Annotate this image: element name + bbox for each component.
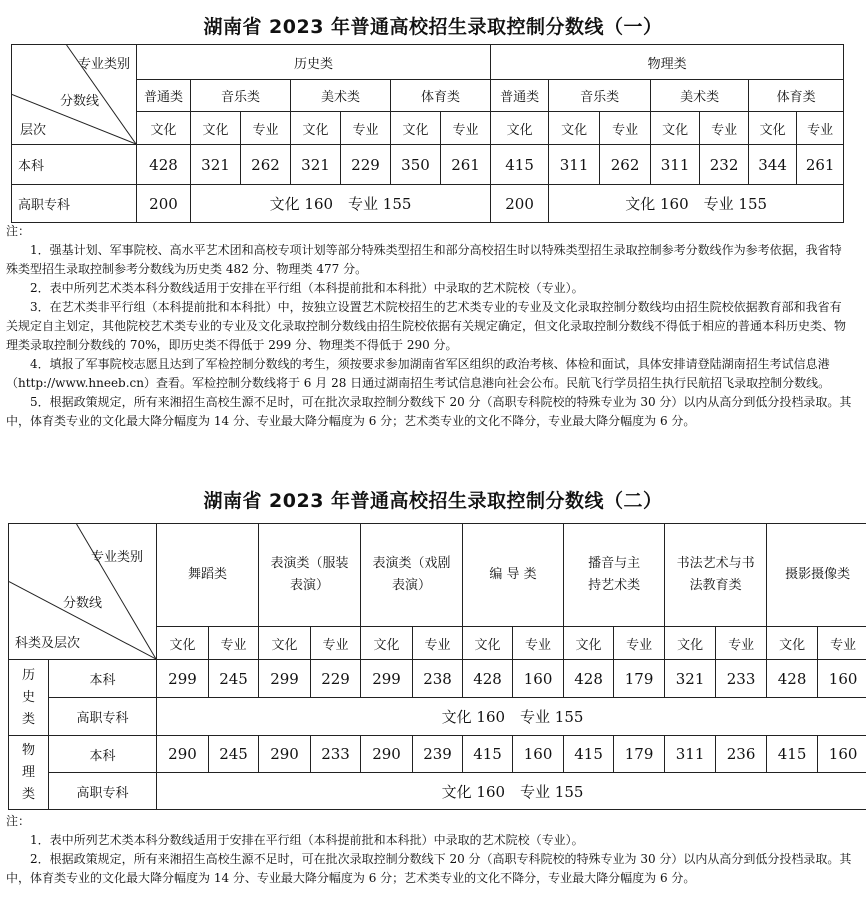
sub-header: 文化 <box>191 112 241 145</box>
cat-photography: 摄影摄像类 <box>767 524 866 627</box>
score-cell: 261 <box>797 145 844 185</box>
sub-header: 专业 <box>513 627 564 660</box>
score-cell: 238 <box>413 660 463 698</box>
cat-general-history: 普通类 <box>137 80 191 112</box>
score-cell: 245 <box>209 660 259 698</box>
table-row <box>9 660 866 698</box>
score-cell: 428 <box>463 660 513 698</box>
sub-header: 文化 <box>259 627 311 660</box>
score-cell: 415 <box>463 736 513 773</box>
merged-score-cell: 文化 160 专业 155 <box>157 773 866 810</box>
table2-corner-header <box>9 524 157 660</box>
row-label-vocational: 高职专科 <box>49 773 157 810</box>
score-cell: 262 <box>241 145 291 185</box>
sub-header: 专业 <box>797 112 844 145</box>
cat-calligraphy: 书法艺术与书 法教育类 <box>665 524 767 627</box>
corner-score-label: 分数线 <box>60 94 100 109</box>
score-cell: 290 <box>361 736 413 773</box>
score-cell: 344 <box>749 145 797 185</box>
cat-art-physics: 美术类 <box>651 80 749 112</box>
score-cell: 179 <box>614 736 665 773</box>
sub-header: 专业 <box>600 112 651 145</box>
table-row <box>9 736 866 773</box>
sub-header: 文化 <box>651 112 700 145</box>
cat-music-physics: 音乐类 <box>549 80 651 112</box>
score-cell: 160 <box>818 660 866 698</box>
score-cell: 290 <box>259 736 311 773</box>
sub-header: 专业 <box>818 627 866 660</box>
note-item: 3．在艺术类非平行组（本科提前批和本科批）中，按独立设置艺术院校招生的艺术类专业的专业及文化录取控制分数线均由招生院校依据教育部和我省有关规定自主划定，其他院校艺术类专业的专业及文化录取控制分数线由招生院校依据有关规定确定，但文化录取控制分数线不得低于相应的普通本科历史类、物理类录取控制分数线的 70%，即历史类不得低于 299 分、物理类不得低于 290 分。 <box>6 300 847 352</box>
group-physics-header: 物理类 <box>491 45 844 80</box>
row-label-undergrad: 本科 <box>49 660 157 698</box>
merged-score-cell: 文化 160 专业 155 <box>191 185 491 223</box>
cat-art-history: 美术类 <box>291 80 391 112</box>
score-cell: 236 <box>716 736 767 773</box>
sub-header: 文化 <box>463 627 513 660</box>
row-label-undergrad: 本科 <box>12 145 137 185</box>
score-cell: 299 <box>361 660 413 698</box>
table1-notes <box>6 222 852 431</box>
note-item: 4．填报了军事院校志愿且达到了军检控制分数线的考生，须按要求参加湖南省军区组织的政治考核、体检和面试，具体安排请登陆湖南招生考试信息港（http://www.hneeb.cn）查看。军检控制分数线将于 6 月 28 日通过湖南招生考试信息港向社会公布。民航飞行学员招生执行民航招飞录取控制分数线。 <box>6 357 831 390</box>
sub-header: 专业 <box>716 627 767 660</box>
score-table-2 <box>8 523 866 810</box>
table-row <box>12 185 844 223</box>
score-cell: 261 <box>441 145 491 185</box>
score-cell: 245 <box>209 736 259 773</box>
cat-dance: 舞蹈类 <box>157 524 259 627</box>
score-cell: 415 <box>767 736 818 773</box>
score-cell: 428 <box>564 660 614 698</box>
table1-corner-header <box>12 45 137 145</box>
sub-header: 专业 <box>614 627 665 660</box>
score-cell: 321 <box>291 145 341 185</box>
corner-level-label: 科类及层次 <box>15 636 81 651</box>
score-cell: 160 <box>818 736 866 773</box>
sub-header: 文化 <box>137 112 191 145</box>
sub-header: 文化 <box>361 627 413 660</box>
score-cell: 229 <box>311 660 361 698</box>
score-cell: 321 <box>191 145 241 185</box>
score-table-1 <box>11 44 844 223</box>
sub-header: 专业 <box>441 112 491 145</box>
table-row <box>9 773 866 810</box>
score-cell: 160 <box>513 736 564 773</box>
sub-header: 文化 <box>491 112 549 145</box>
score-cell: 233 <box>716 660 767 698</box>
corner-category-label: 专业类别 <box>78 57 131 72</box>
score-cell: 415 <box>491 145 549 185</box>
notes-heading: 注： <box>6 224 31 238</box>
cat-sports-physics: 体育类 <box>749 80 844 112</box>
sub-header: 文化 <box>767 627 818 660</box>
sub-header: 专业 <box>700 112 749 145</box>
sub-header: 专业 <box>311 627 361 660</box>
sub-header: 文化 <box>157 627 209 660</box>
note-item: 5．根据政策规定，所有来湘招生高校生源不足时，可在批次录取控制分数线下 20 分（高职专科院校的特殊专业为 30 分）以内从高分到低分投档录取。其中，体育类专业的文化最大降分幅度为 14 分、专业最大降分幅度为 6 分；艺术类专业的文化不降分，专业最大降分幅度为 6 分。 <box>6 395 852 428</box>
score-cell: 290 <box>157 736 209 773</box>
score-cell: 239 <box>413 736 463 773</box>
row-label-undergrad: 本科 <box>49 736 157 773</box>
notes-heading: 注： <box>6 814 31 828</box>
score-cell: 428 <box>767 660 818 698</box>
score-cell: 428 <box>137 145 191 185</box>
table2-notes <box>6 812 854 888</box>
score-cell: 179 <box>614 660 665 698</box>
group-label-physics: 物 理 类 <box>9 736 49 810</box>
score-cell: 311 <box>665 736 716 773</box>
merged-score-cell: 文化 160 专业 155 <box>157 698 866 736</box>
row-label-vocational: 高职专科 <box>49 698 157 736</box>
cat-sports-history: 体育类 <box>391 80 491 112</box>
score-cell: 160 <box>513 660 564 698</box>
score-cell: 350 <box>391 145 441 185</box>
group-history-header: 历史类 <box>137 45 491 80</box>
table-row <box>9 698 866 736</box>
cat-directing: 编 导 类 <box>463 524 564 627</box>
score-cell: 321 <box>665 660 716 698</box>
note-item: 1．表中所列艺术类本科分数线适用于安排在平行组（本科提前批和本科批）中录取的艺术院校（专业）。 <box>30 833 584 847</box>
score-cell: 299 <box>157 660 209 698</box>
cat-general-physics: 普通类 <box>491 80 549 112</box>
cat-music-history: 音乐类 <box>191 80 291 112</box>
score-cell: 299 <box>259 660 311 698</box>
sub-header: 专业 <box>413 627 463 660</box>
score-cell: 229 <box>341 145 391 185</box>
table2-title: 湖南省 2023 年普通高校招生录取控制分数线（二） <box>203 490 663 512</box>
score-cell: 233 <box>311 736 361 773</box>
sub-header: 文化 <box>291 112 341 145</box>
sub-header: 专业 <box>341 112 391 145</box>
corner-score-label: 分数线 <box>63 596 103 611</box>
sub-header: 文化 <box>749 112 797 145</box>
cat-fashion-performance: 表演类（服装 表演） <box>259 524 361 627</box>
score-cell: 262 <box>600 145 651 185</box>
score-cell: 232 <box>700 145 749 185</box>
score-cell: 311 <box>549 145 600 185</box>
row-label-vocational: 高职专科 <box>12 185 137 223</box>
merged-score-cell: 文化 160 专业 155 <box>549 185 844 223</box>
sub-header: 文化 <box>564 627 614 660</box>
note-item: 1．强基计划、军事院校、高水平艺术团和高校专项计划等部分特殊类型招生和部分高校招生时以特殊类型招生录取控制参考分数线作为参考依据，我省特殊类型招生录取控制参考分数线为历史类 482 分、物理类 477 分。 <box>6 243 842 276</box>
note-item: 2．表中所列艺术类本科分数线适用于安排在平行组（本科提前批和本科批）中录取的艺术院校（专业）。 <box>30 281 584 295</box>
cat-broadcasting: 播音与主 持艺术类 <box>564 524 665 627</box>
sub-header: 文化 <box>391 112 441 145</box>
sub-header: 专业 <box>241 112 291 145</box>
corner-category-label: 专业类别 <box>91 550 144 565</box>
score-cell: 415 <box>564 736 614 773</box>
score-cell: 200 <box>491 185 549 223</box>
sub-header: 专业 <box>209 627 259 660</box>
note-item: 2．根据政策规定，所有来湘招生高校生源不足时，可在批次录取控制分数线下 20 分（高职专科院校的特殊专业为 30 分）以内从高分到低分投档录取。其中，体育类专业的文化最大降分幅度为 14 分、专业最大降分幅度为 6 分；艺术类专业的文化不降分，专业最大降分幅度为 6 分。 <box>6 852 852 885</box>
score-cell: 311 <box>651 145 700 185</box>
table1-title: 湖南省 2023 年普通高校招生录取控制分数线（一） <box>203 16 663 38</box>
group-label-history: 历 史 类 <box>9 660 49 736</box>
sub-header: 文化 <box>665 627 716 660</box>
cat-drama-performance: 表演类（戏剧 表演） <box>361 524 463 627</box>
score-cell: 200 <box>137 185 191 223</box>
table-row <box>12 145 844 185</box>
corner-level-label: 层次 <box>20 123 47 138</box>
sub-header: 文化 <box>549 112 600 145</box>
